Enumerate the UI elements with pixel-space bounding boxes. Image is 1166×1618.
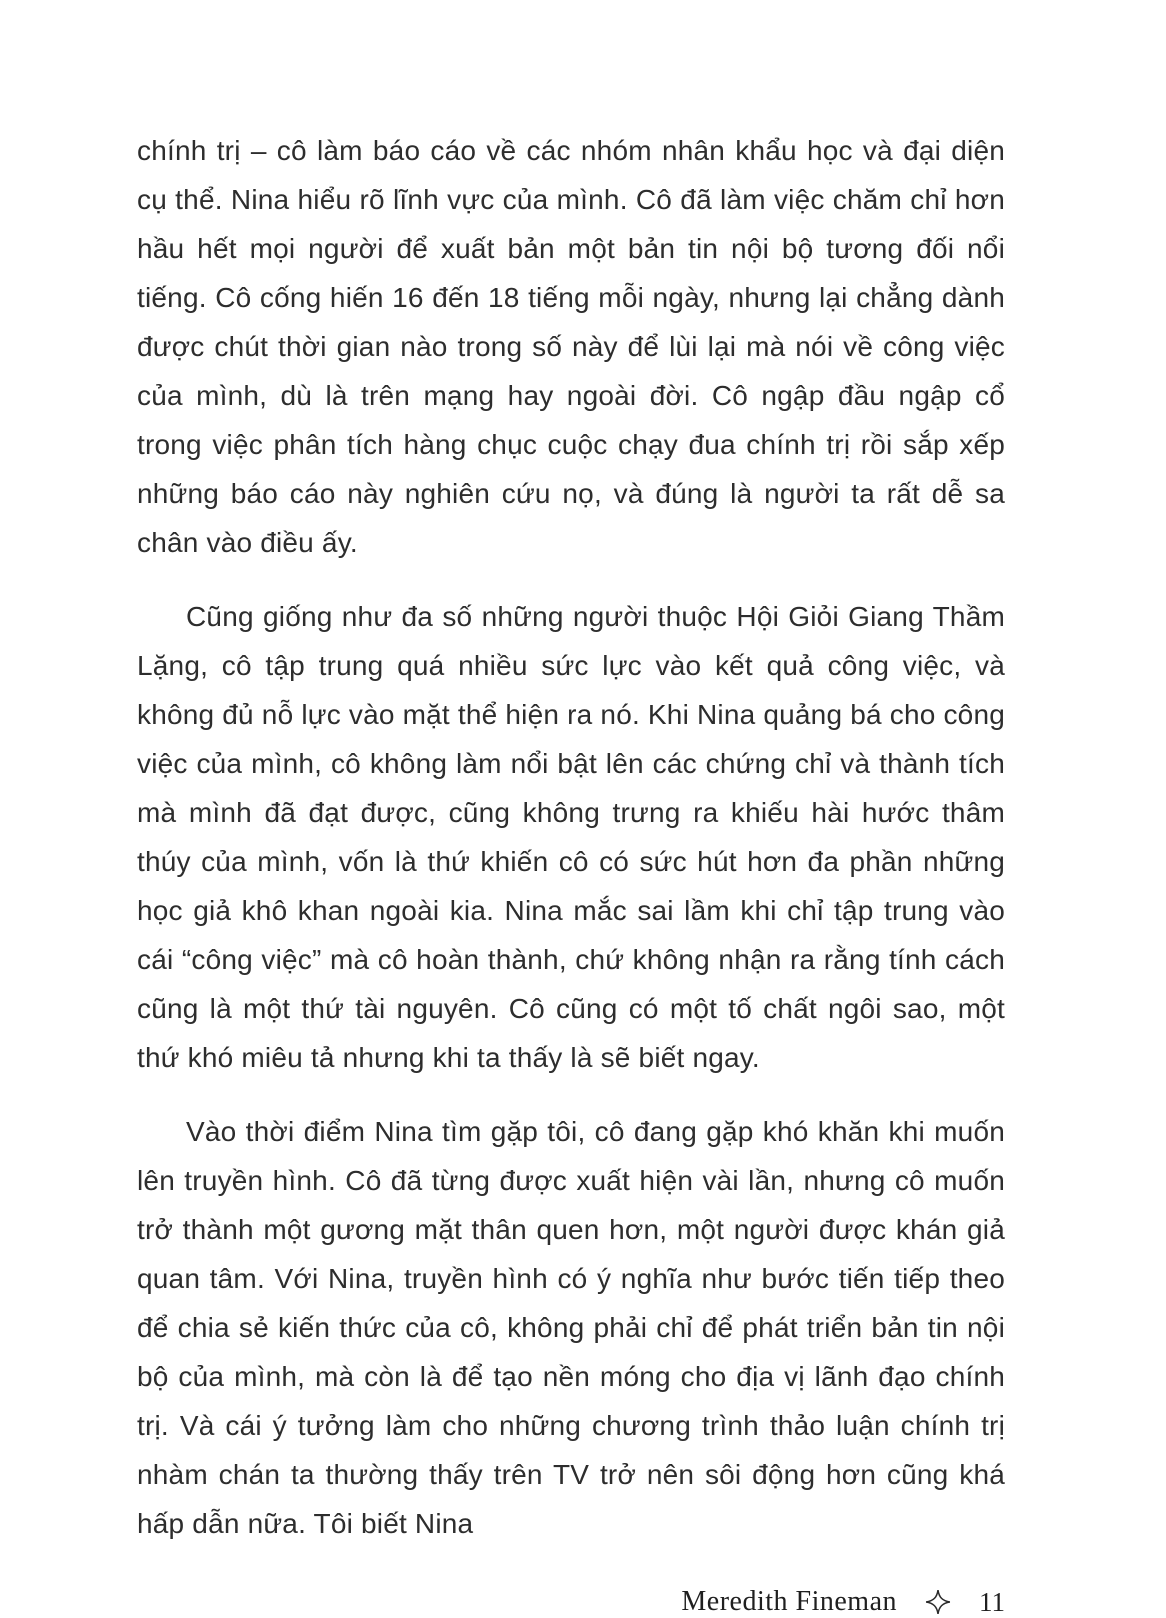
four-pointed-star-icon: [925, 1589, 951, 1615]
footer-page-number: 11: [979, 1586, 1005, 1617]
page-footer: [137, 1586, 1005, 1618]
text-block: [137, 126, 1005, 1618]
paragraph-1: chính trị – cô làm báo cáo về các nhóm nhân khẩu học và đại diện cụ thể. Nina hiểu rõ lĩnh vực của mình. Cô đã làm việc chăm chỉ hơn hầu hết mọi người để xuất bản một bản tin nội bộ tương đối nổi tiếng. Cô cống hiến 16 đến 18 tiếng mỗi ngày, nhưng lại chẳng dành được chút thời gian nào trong số này để lùi lại mà nói về công việc của mình, dù là trên mạng hay ngoài đời. Cô ngập đầu ngập cổ trong việc phân tích hàng chục cuộc chạy đua chính trị rồi sắp xếp những báo cáo này nghiên cứu nọ, và đúng là người ta rất dễ sa chân vào điều ấy.: [137, 135, 1005, 558]
paragraph-3: Vào thời điểm Nina tìm gặp tôi, cô đang gặp khó khăn khi muốn lên truyền hình. Cô đã từng được xuất hiện vài lần, nhưng cô muốn trở thành một gương mặt thân quen hơn, một người được khán giả quan tâm. Với Nina, truyền hình có ý nghĩa như bước tiến tiếp theo để chia sẻ kiến thức của cô, không phải chỉ để phát triển bản tin nội bộ của mình, mà còn là để tạo nền móng cho địa vị lãnh đạo chính trị. Và cái ý tưởng làm cho những chương trình thảo luận chính trị nhàm chán ta thường thấy trên TV trở nên sôi động hơn cũng khá hấp dẫn nữa. Tôi biết Nina: [137, 1116, 1005, 1539]
footer-author-name: Meredith Fineman: [681, 1586, 897, 1617]
paragraph-2: Cũng giống như đa số những người thuộc Hội Giỏi Giang Thầm Lặng, cô tập trung quá nhiều sức lực vào kết quả công việc, và không đủ nỗ lực vào mặt thể hiện ra nó. Khi Nina quảng bá cho công việc của mình, cô không làm nổi bật lên các chứng chỉ và thành tích mà mình đã đạt được, cũng không trưng ra khiếu hài hước thâm thúy của mình, vốn là thứ khiến cô có sức hút hơn đa phần những học giả khô khan ngoài kia. Nina mắc sai lầm khi chỉ tập trung vào cái “công việc” mà cô hoàn thành, chứ không nhận ra rằng tính cách cũng là một thứ tài nguyên. Cô cũng có một tố chất ngôi sao, một thứ khó miêu tả nhưng khi ta thấy là sẽ biết ngay.: [137, 601, 1005, 1073]
